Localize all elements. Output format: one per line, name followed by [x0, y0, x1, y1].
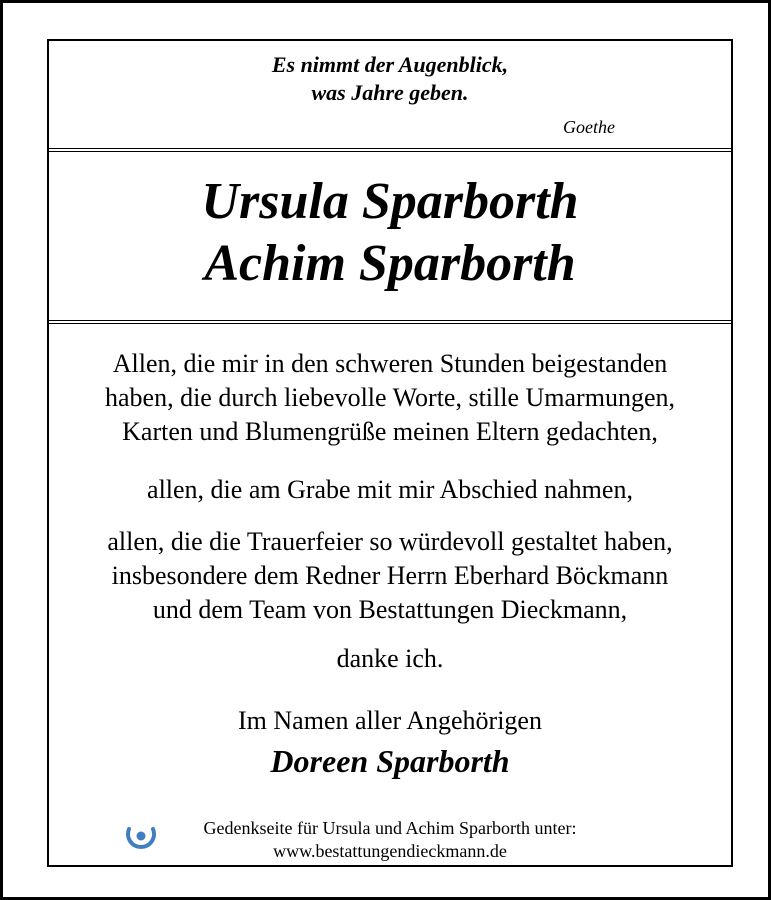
memorial-page-text: [165, 817, 615, 863]
deceased-name-1: Ursula Sparborth: [201, 173, 579, 230]
deceased-name-2: Achim Sparborth: [204, 235, 576, 292]
memorial-page-url[interactable]: www.bestattungendieckmann.de: [273, 841, 507, 861]
thanks-line: insbesondere dem Redner Herrn Eberhard Böckmann: [111, 561, 669, 590]
deceased-names: [49, 171, 731, 295]
motto-quote: [49, 51, 731, 107]
divider-top: [49, 148, 731, 152]
motto-author: Goethe: [563, 117, 615, 137]
memorial-page-caption: Gedenkseite für Ursula und Achim Sparborth unter:: [203, 818, 577, 838]
memorial-footer: [49, 817, 731, 865]
bestattungen-dieckmann-logo-icon: [123, 819, 159, 855]
thanks-paragraph-1: [49, 347, 731, 449]
motto-line-2: was Jahre geben.: [311, 80, 469, 105]
thanks-line: allen, die die Trauerfeier so würdevoll gestaltet haben,: [107, 527, 673, 556]
thanks-line: Karten und Blumengrüße meinen Eltern gedachten,: [122, 417, 658, 446]
divider-bottom: [49, 320, 731, 324]
thanks-paragraph-2: [49, 473, 731, 507]
thanks-line: allen, die am Grabe mit mir Abschied nahmen,: [147, 475, 633, 504]
thanks-line: haben, die durch liebevolle Worte, stille Umarmungen,: [105, 383, 675, 412]
thanks-line: und dem Team von Bestattungen Dieckmann,: [152, 595, 628, 624]
thanks-paragraph-3: [49, 525, 731, 627]
thanks-closing: danke ich.: [336, 644, 444, 673]
signature-intro: Im Namen aller Angehörigen: [238, 706, 542, 735]
signature-name: Doreen Sparborth: [270, 743, 510, 779]
motto-line-1: Es nimmt der Augenblick,: [271, 52, 509, 77]
obituary-frame: [47, 39, 733, 867]
thanks-line: Allen, die mir in den schweren Stunden beigestanden: [112, 349, 668, 378]
